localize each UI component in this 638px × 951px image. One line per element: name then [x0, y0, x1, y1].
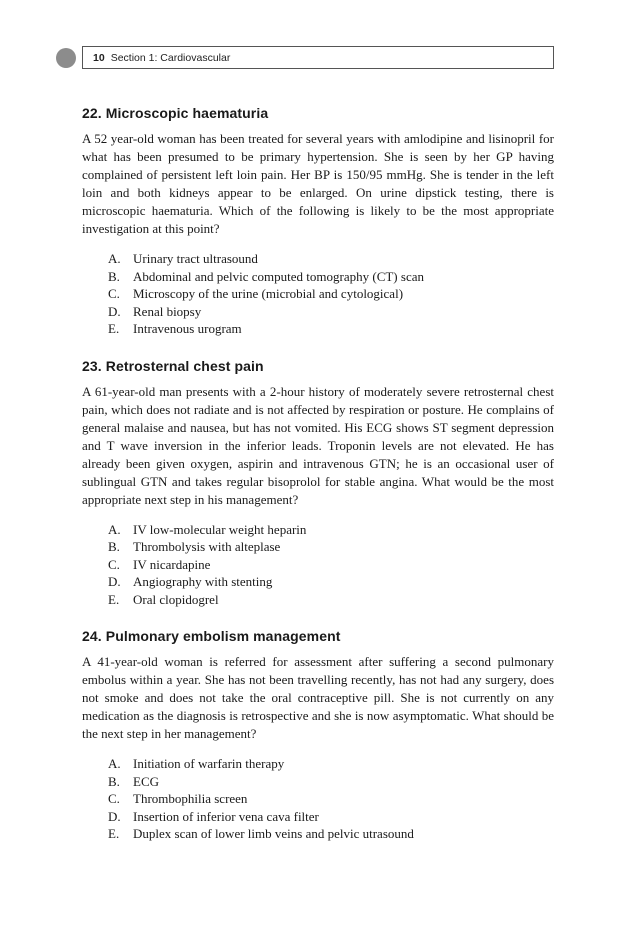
option-letter: B.	[108, 773, 120, 789]
answer-option	[108, 268, 554, 286]
option-letter: D.	[108, 303, 121, 319]
answer-option	[108, 303, 554, 321]
answer-options	[82, 521, 554, 609]
answer-option	[108, 773, 554, 791]
answer-option	[108, 755, 554, 773]
answer-options	[82, 250, 554, 338]
answer-option	[108, 591, 554, 609]
option-letter: C.	[108, 286, 120, 301]
option-letter: E.	[108, 591, 120, 607]
option-text: Intravenous urogram	[133, 321, 242, 336]
answer-option	[108, 825, 554, 843]
option-letter: B.	[108, 539, 120, 554]
question-block	[82, 628, 554, 843]
option-text: IV low-molecular weight heparin	[133, 521, 307, 537]
option-text: Thrombolysis with alteplase	[133, 539, 281, 554]
question-list	[82, 105, 554, 863]
question-stem: A 61-year-old man presents with a 2-hour history of moderately severe retrosternal chest pain, which does not radiate and is not affected by respiration or posture. He complains of general malaise and nausea, but has not vomited. His ECG shows ST segment depression and T wave inversion in the inferior leads. Troponin levels are not elevated. He has already been given oxygen, aspirin and intravenous GTN; he is an occasional user of sublingual GTN and takes regular bisoprolol for stable angina. What would be the most appropriate next step in his management?	[82, 383, 554, 507]
answer-option	[108, 556, 554, 574]
question-stem: A 52 year-old woman has been treated for several years with amlodipine and lisinopril for what has been presumed to be primary hypertension. She is seen by her GP having complained of persistent left loin pain. Her BP is 150/95 mmHg. She is tender in the left loin and both kidneys appear to be enlarged. On urine dipstick testing, there is microscopic haematuria. Which of the following is likely to be the most appropriate investigation at this point?	[82, 131, 554, 236]
option-text: Angiography with stenting	[133, 574, 273, 589]
option-letter: A.	[108, 756, 121, 771]
header-dot-marker	[56, 48, 76, 68]
answer-options	[82, 755, 554, 843]
section-title: Section 1: Cardiovascular	[110, 51, 231, 64]
option-letter: A.	[108, 521, 121, 537]
answer-option	[108, 808, 554, 826]
option-letter: B.	[108, 268, 120, 284]
question-title: 22. Microscopic haematuria	[82, 105, 269, 121]
option-letter: E.	[108, 826, 120, 841]
option-text: ECG	[133, 773, 159, 789]
answer-option	[108, 521, 554, 539]
answer-option	[108, 790, 554, 808]
option-text: Urinary tract ultrasound	[133, 251, 258, 266]
question-title: 24. Pulmonary embolism management	[82, 628, 341, 644]
option-text: Microscopy of the urine (microbial and cytological)	[133, 286, 404, 301]
answer-option	[108, 573, 554, 591]
answer-option	[108, 285, 554, 303]
option-letter: D.	[108, 808, 121, 824]
answer-option	[108, 538, 554, 556]
option-text: Initiation of warfarin therapy	[133, 756, 285, 771]
option-text: IV nicardapine	[133, 556, 211, 572]
answer-option	[108, 320, 554, 338]
option-text: Thrombophilia screen	[133, 791, 248, 806]
option-letter: C.	[108, 556, 120, 572]
question-block	[82, 358, 554, 609]
option-letter: E.	[108, 321, 120, 336]
option-text: Abdominal and pelvic computed tomography (CT) scan	[133, 268, 424, 284]
option-text: Duplex scan of lower limb veins and pelvic utrasound	[133, 826, 414, 841]
question-block	[82, 105, 554, 338]
option-text: Renal biopsy	[133, 303, 202, 319]
option-letter: D.	[108, 574, 121, 589]
option-letter: A.	[108, 251, 121, 266]
option-text: Oral clopidogrel	[133, 591, 219, 607]
running-header	[82, 46, 554, 69]
question-stem: A 41-year-old woman is referred for assessment after suffering a second pulmonary embolus within a year. She has not been travelling recently, has not had any surgery, does not smoke and does not take the oral contraceptive pill. She is not currently on any medication as the diagnosis is retrospective and she is now asymptomatic. What should be the next step in her management?	[82, 654, 554, 741]
option-text: Insertion of inferior vena cava filter	[133, 808, 319, 824]
answer-option	[108, 250, 554, 268]
question-title: 23. Retrosternal chest pain	[82, 357, 264, 374]
option-letter: C.	[108, 791, 120, 806]
page-number: 10	[93, 51, 105, 64]
